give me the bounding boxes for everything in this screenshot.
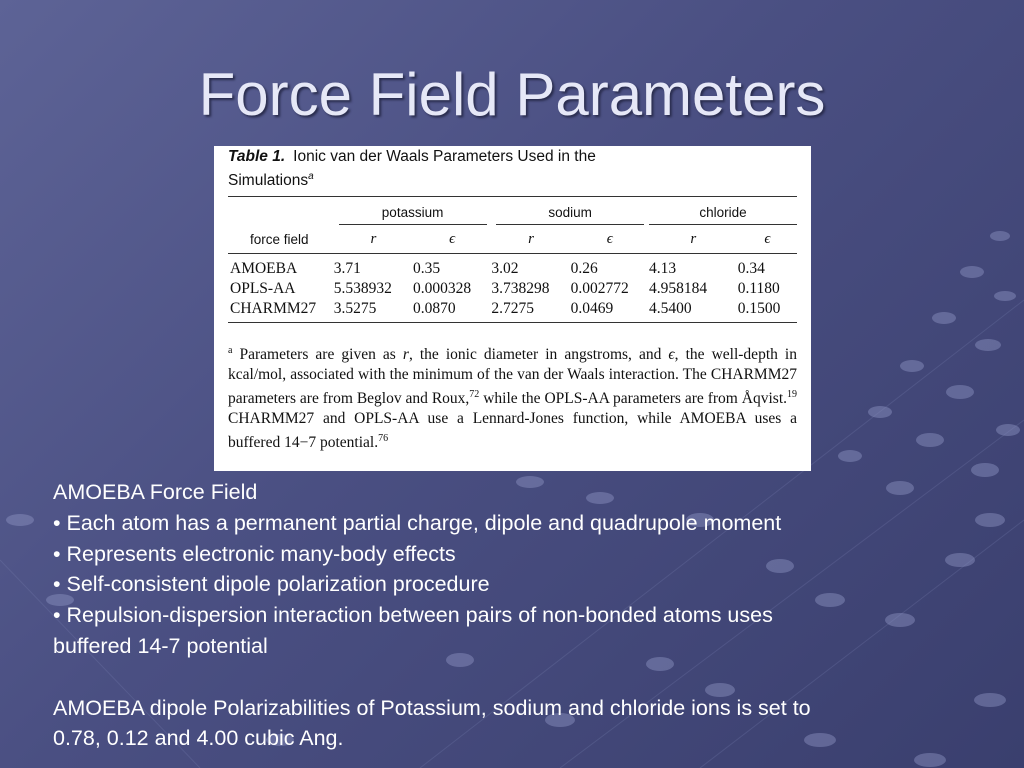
polarizability-paragraph-line: AMOEBA dipole Polarizabilities of Potassium, sodium and chloride ions is set to [53,695,811,720]
bullet-item: • Represents electronic many-body effects [53,541,456,566]
table-cell: 3.02 [491,260,519,278]
table-cell: 4.958184 [648,280,708,298]
footnote-reference: 19 [787,389,798,401]
polarizability-paragraph-line: 0.78, 0.12 and 4.00 cubic Ang. [53,726,344,751]
group-header-chloride: chloride [649,205,797,225]
footnote-symbol-r: r [402,346,409,364]
table-cell: 4.5400 [648,300,692,318]
force-field-name: CHARMM27 [230,300,317,318]
footnote-text: , the ionic diameter in angstroms, and [408,346,669,364]
footnote-symbol-epsilon: ϵ [668,346,675,364]
symbol-header: r [528,230,534,247]
symbol-header: ϵ [606,230,613,247]
table-figure [214,146,811,471]
slide-title: Force Field Parameters [198,61,826,128]
symbol-header: ϵ [764,230,771,247]
bullet-item: • Self-consistent dipole polarization procedure [53,572,490,597]
footnote-text: Parameters are given as [232,346,403,364]
paragraph-spacer [53,662,973,693]
table-row [228,259,797,279]
table-caption-text-1: Ionic van der Waals Parameters Used in the [293,148,596,165]
footnote-text: while the OPLS-AA parameters are from Åqvist. [479,390,788,408]
section-heading: AMOEBA Force Field [53,480,258,504]
table-row [228,299,797,319]
bullet-item-continuation: buffered 14-7 potential [53,633,268,658]
table-cell: 0.0870 [413,300,456,318]
table-cell: 0.35 [413,260,441,278]
table-footnote [228,341,797,453]
footnote-text: CHARMM27 and OPLS-AA use a Lennard-Jones function, while AMOEBA uses a buffered 14−7 potential. [228,410,797,452]
table-cell: 0.1180 [737,280,780,298]
table-cell: 0.002772 [570,280,629,298]
bullet-item: • Repulsion-dispersion interaction between pairs of non-bonded atoms uses [53,603,773,628]
force-field-name: AMOEBA [230,260,298,278]
symbol-header: r [690,230,697,247]
table-cell: 2.7275 [491,300,534,318]
table-caption-label: Table 1. [228,148,286,165]
slide-body-text [53,477,973,754]
group-header-sodium: sodium [496,205,644,225]
table-cell: 3.738298 [491,280,550,298]
table-bottom-rule [228,322,797,323]
table-cell: 5.538932 [333,280,392,298]
table-cell: 4.13 [648,260,677,278]
group-header-potassium: potassium [339,205,487,225]
row-header-force-field: force field [250,231,309,247]
table-caption [228,147,797,191]
table-cell: 0.0469 [570,300,614,318]
bullet-item: • Each atom has a permanent partial charge, dipole and quadrupole moment [53,510,782,535]
footnote-reference: 76 [378,433,389,445]
table-cell: 0.34 [737,260,765,278]
footnote-text: , the well-depth in kcal/mol, associated with the minimum of the van der Waals interaction. The CHARMM27 parameters are from Beglov and Roux, [228,346,797,408]
table-cell: 0.1500 [737,300,781,318]
symbol-header: ϵ [449,230,456,247]
table-caption-mark: a [308,171,314,182]
table-top-rule [228,196,797,197]
footnote-reference: 72 [469,389,480,401]
table-cell: 0.26 [570,260,598,278]
force-field-name: OPLS-AA [230,280,296,298]
table-caption-text-2: Simulations [228,172,309,190]
parameters-table [228,199,797,319]
table-cell: 3.71 [333,260,361,278]
symbol-header: r [370,230,377,247]
table-row [228,279,797,299]
table-cell: 0.000328 [413,280,472,298]
table-cell: 3.5275 [333,300,377,318]
footnote-mark: a [228,345,233,357]
